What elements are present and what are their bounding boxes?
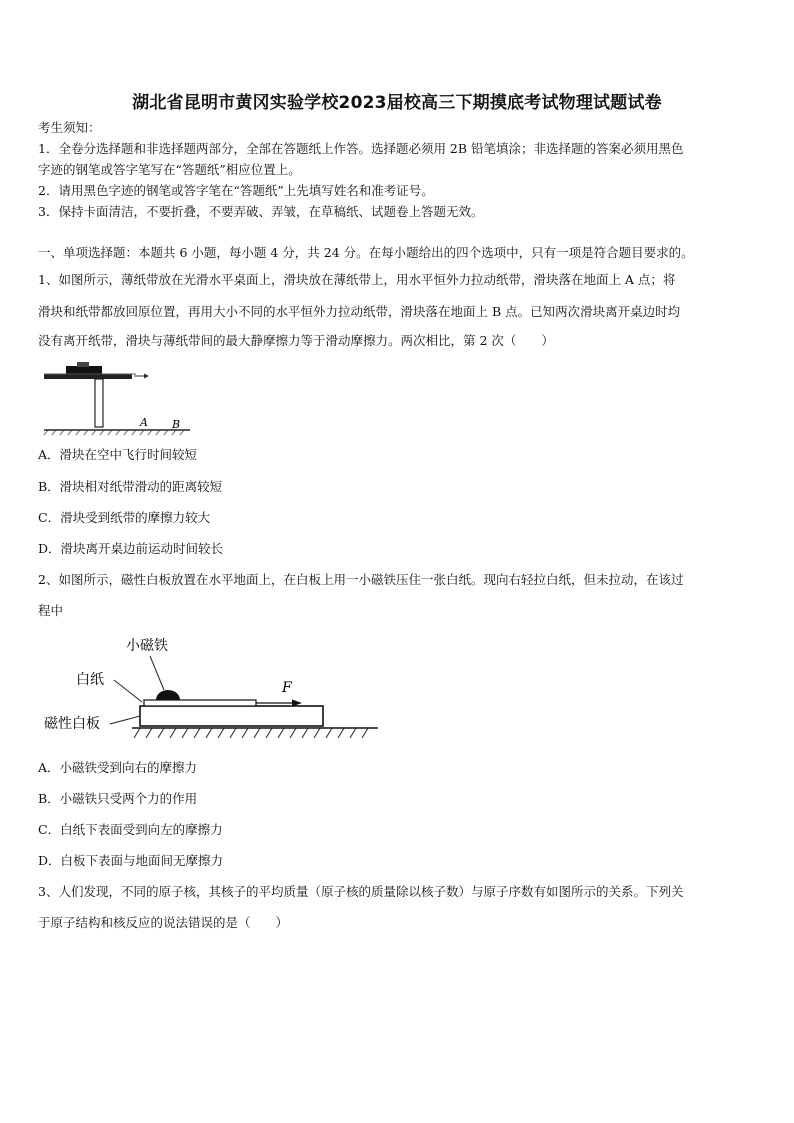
q1-option-d[interactable]: D．滑块离开桌边前运动时间较长 xyxy=(38,541,224,556)
q3-stem-line-1: 3、人们发现，不同的原子核，其核子的平均质量（原子核的质量除以核子数）与原子序数有如图所示的关系。下列关 xyxy=(38,884,684,899)
q2-figure xyxy=(40,636,385,750)
paper-leader xyxy=(114,680,142,702)
notice-heading: 考生须知： xyxy=(38,120,101,135)
slider-knob xyxy=(77,362,89,367)
magnet-label: 小磁铁 xyxy=(126,638,168,654)
q2-option-b[interactable]: B．小磁铁只受两个力的作用 xyxy=(38,791,198,806)
magnetic-board xyxy=(140,706,323,726)
point-a-label: A xyxy=(140,416,148,429)
q1-stem-line-3: 没有离开纸带，滑块与薄纸带间的最大静摩擦力等于滑动摩擦力。两次相比，第 2 次（ ） xyxy=(38,333,554,348)
q1-stem-line-2: 滑块和纸带都放回原位置，再用大小不同的水平恒外力拉动纸带，滑块落在地面上 B 点。已知两次滑块离开桌边时均 xyxy=(38,304,681,319)
force-label: F xyxy=(282,680,292,696)
q2-stem-line-2: 程中 xyxy=(38,603,64,618)
q1-option-c[interactable]: C．滑块受到纸带的摩擦力较大 xyxy=(38,510,211,525)
q2-stem-line-1: 2、如图所示，磁性白板放置在水平地面上，在白板上用一小磁铁压住一张白纸。现向右轻拉白纸，但未拉动，在该过 xyxy=(38,572,684,587)
q1-figure xyxy=(40,360,200,440)
notice-item-3: 3．保持卡面清洁，不要折叠，不要弄破、弄皱，在草稿纸、试题卷上答题无效。 xyxy=(38,204,484,219)
ground-hatching xyxy=(134,728,368,738)
point-b-label: B xyxy=(172,418,181,431)
exam-title: 湖北省昆明市黄冈实验学校2023届校高三下期摸底考试物理试题试卷 xyxy=(132,93,662,113)
q1-stem-line-1: 1、如图所示，薄纸带放在光滑水平桌面上，滑块放在薄纸带上，用水平恒外力拉动纸带，滑块落在地面上 A 点；将 xyxy=(38,272,676,287)
notice-item-1-line-2: 字迹的钢笔或答字笔写在“答题纸”相应位置上。 xyxy=(38,162,301,177)
q1-option-b[interactable]: B．滑块相对纸带滑动的距离较短 xyxy=(38,479,223,494)
section-heading: 一、单项选择题：本题共 6 小题，每小题 4 分，共 24 分。在每小题给出的四个选项中，只有一项是符合题目要求的。 xyxy=(38,245,694,260)
table-leg xyxy=(95,379,103,427)
q2-option-c[interactable]: C．白纸下表面受到向左的摩擦力 xyxy=(38,822,223,837)
q2-option-a[interactable]: A．小磁铁受到向右的摩擦力 xyxy=(38,760,198,775)
notice-item-2: 2．请用黑色字迹的钢笔或答字笔在“答题纸”上先填写姓名和准考证号。 xyxy=(38,183,434,198)
paper-label: 白纸 xyxy=(76,672,104,688)
small-magnet xyxy=(156,690,180,700)
q1-option-a[interactable]: A．滑块在空中飞行时间较短 xyxy=(38,447,198,462)
magnet-leader xyxy=(150,656,164,690)
q2-option-d[interactable]: D．白板下表面与地面间无摩擦力 xyxy=(38,853,224,868)
notice-item-1-line-1: 1．全卷分选择题和非选择题两部分，全部在答题纸上作答。选择题必须用 2B 铅笔填涂；非选择题的答案必须用黑色 xyxy=(38,141,684,156)
board-leader xyxy=(110,716,140,724)
pull-arrowhead xyxy=(144,374,149,379)
board-label: 磁性白板 xyxy=(44,716,100,732)
white-paper xyxy=(144,700,256,706)
q3-stem-line-2: 于原子结构和核反应的说法错误的是（ ） xyxy=(38,915,289,930)
